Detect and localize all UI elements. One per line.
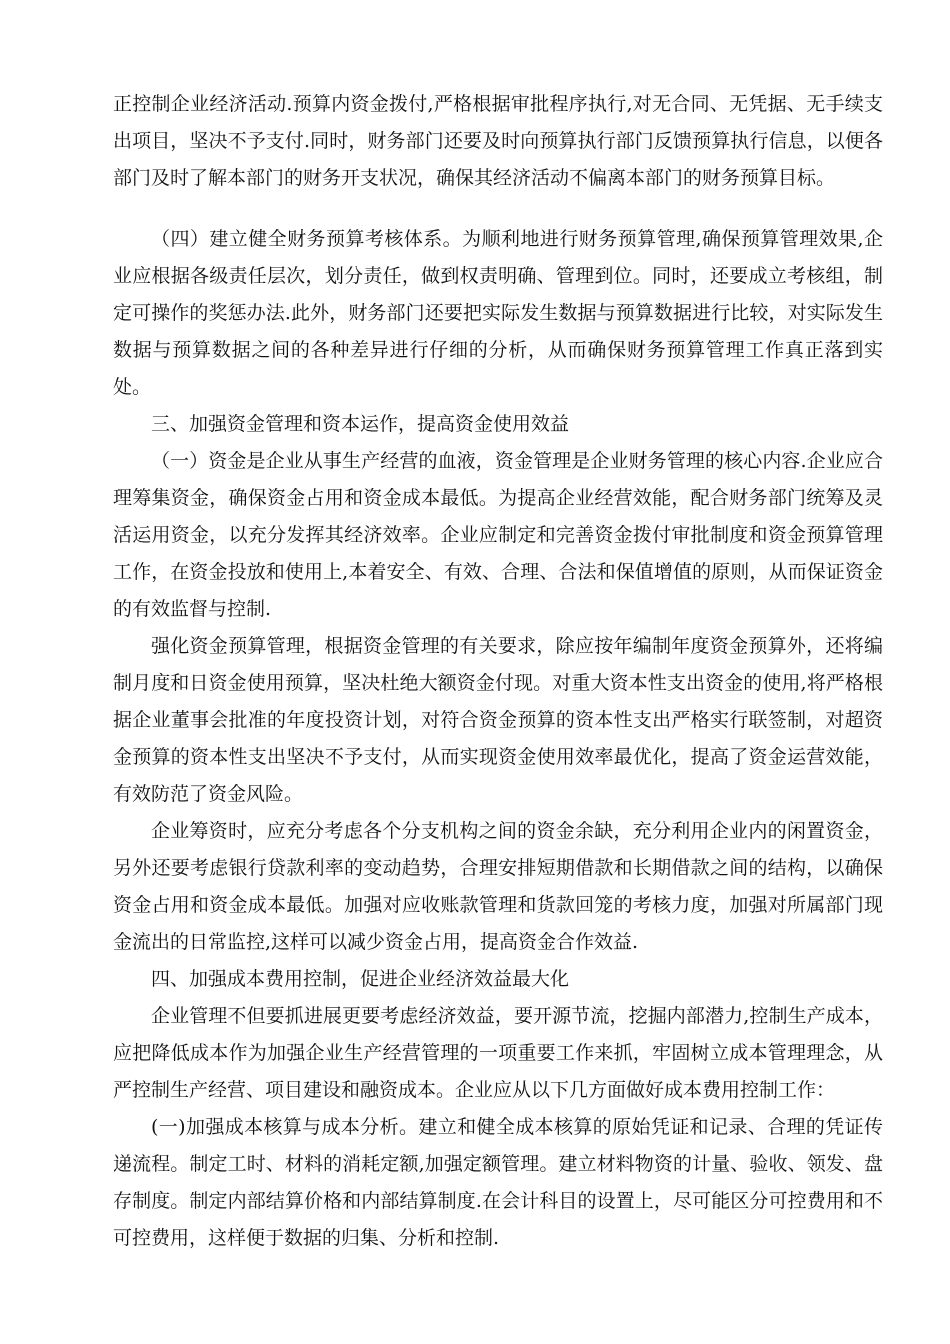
paragraph-cost-management: 企业管理不但要抓进展更要考虑经济效益，要开源节流，挖掘内部潜力,控制生产成本，应把降低成本作为加强企业生产经营管理的一项重要工作来抓，牢固树立成本管理理念，从严控制生产经营、项目建设和融资成本。企业应从以下几方面做好成本费用控制工作：	[113, 1005, 883, 1101]
section-heading-capital-management: 三、加强资金管理和资本运作，提高资金使用效益	[151, 413, 570, 435]
paragraph-capital-budget: 强化资金预算管理，根据资金管理的有关要求，除应按年编制年度资金预算外，还将编制月度和日资金使用预算，坚决杜绝大额资金付现。对重大资本性支出资金的使用,将严格根据企业董事会批准的年度投资计划，对符合资金预算的资本性支出严格实行联签制，对超资金预算的资本性支出坚决不予支付，从而实现资金使用效率最优化，提高了资金运营效能，有效防范了资金风险。	[113, 635, 883, 805]
paragraph-cost-accounting: (一)加强成本核算与成本分析。建立和健全成本核算的原始凭证和记录、合理的凭证传递流程。制定工时、材料的消耗定额,加强定额管理。建立材料物资的计量、验收、领发、盘存制度。制定内部结算价格和内部结算制度.在会计科目的设置上，尽可能区分可控费用和不可控费用，这样便于数据的归集、分析和控制.	[113, 1116, 883, 1249]
paragraph-capital-lifeblood: （一）资金是企业从事生产经营的血液，资金管理是企业财务管理的核心内容.企业应合理筹集资金，确保资金占用和资金成本最低。为提高企业经营效能，配合财务部门统筹及灵活运用资金，以充分发挥其经济效率。企业应制定和完善资金拨付审批制度和资金预算管理工作，在资金投放和使用上,本着安全、有效、合理、合法和保值增值的原则，从而保证资金的有效监督与控制.	[113, 450, 883, 620]
paragraph-continuation: 正控制企业经济活动.预算内资金拨付,严格根据审批程序执行,对无合同、无凭据、无手续支出项目，坚决不予支付.同时，财务部门还要及时向预算执行部门反馈预算执行信息，以便各部门及时了解本部门的财务开支状况，确保其经济活动不偏离本部门的财务预算目标。	[113, 93, 883, 189]
section-heading-cost-control: 四、加强成本费用控制，促进企业经济效益最大化	[151, 968, 570, 990]
paragraph-financing: 企业筹资时，应充分考虑各个分支机构之间的资金余缺，充分利用企业内的闲置资金，另外还要考虑银行贷款利率的变动趋势，合理安排短期借款和长期借款之间的结构，以确保资金占用和资金成本最低。加强对应收账款管理和货款回笼的考核力度，加强对所属部门现金流出的日常监控,这样可以减少资金占用，提高资金合作效益.	[113, 820, 883, 953]
document-page	[113, 86, 883, 1257]
paragraph-budget-assessment: （四）建立健全财务预算考核体系。为顺利地进行财务预算管理,确保预算管理效果,企业应根据各级责任层次，划分责任，做到权责明确、管理到位。同时，还要成立考核组，制定可操作的奖惩办法.此外，财务部门还要把实际发生数据与预算数据进行比较，对实际发生数据与预算数据之间的各种差异进行仔细的分析，从而确保财务预算管理工作真正落到实处。	[113, 228, 883, 398]
